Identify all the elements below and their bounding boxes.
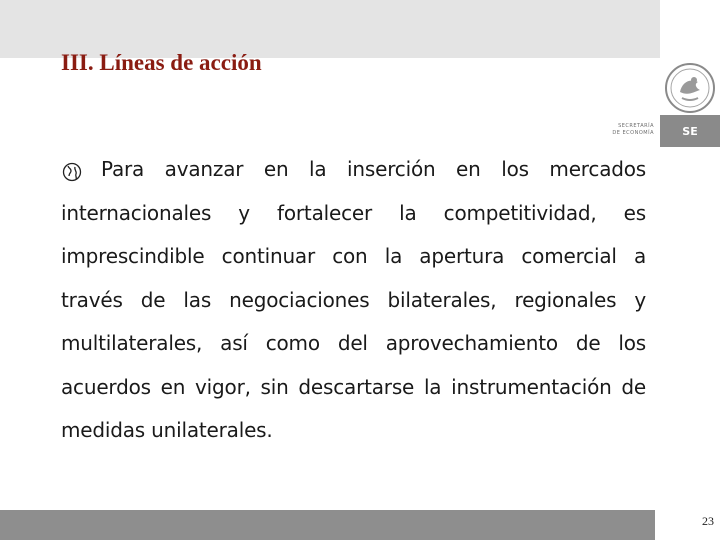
logo-line-1: SECRETARÍA	[618, 123, 654, 129]
bullet-paragraph	[61, 148, 646, 453]
coat-of-arms-icon	[664, 62, 716, 114]
slide-title: III. Líneas de acción	[61, 50, 262, 75]
se-logo-badge: SE	[660, 115, 720, 147]
logo-line-2: DE ECONOMÍA	[612, 130, 654, 136]
paragraph-text: Para avanzar en la inserción en los mercados internacionales y fortalecer la competitividad, es imprescindible continuar con la apertura comercial a través de las negociaciones bilaterales, regionales y multilaterales, así como del aprovechamiento de los acuerdos en vigor, sin descartarse la instrumentación de medidas unilaterales.	[61, 157, 646, 442]
page-number: 23	[702, 514, 714, 528]
footer-band	[0, 510, 655, 540]
ministry-logo-text	[591, 123, 654, 137]
